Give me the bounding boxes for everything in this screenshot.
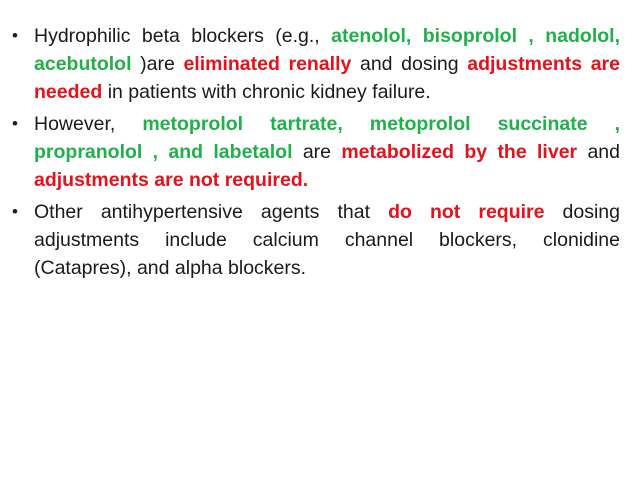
bullet-item-other-agents xyxy=(10,198,620,282)
text-span: dosing adjustments include calcium channel blockers, clonidine (Catapres), and alpha blockers. xyxy=(34,201,620,279)
bullet-item-renal xyxy=(10,22,620,106)
text-span: )are xyxy=(140,53,184,75)
text-span: Other antihypertensive agents that xyxy=(34,201,389,223)
highlight-red-metabolized: metabolized by the liver xyxy=(341,141,578,163)
bullet-dot-icon: • xyxy=(12,202,18,221)
text-span: are xyxy=(292,141,342,163)
bullet-dot-icon: • xyxy=(12,114,18,133)
highlight-red-not-required: adjustments are not required. xyxy=(34,169,309,191)
highlight-red-eliminated: eliminated renally xyxy=(183,53,352,75)
bullet-dot-icon: • xyxy=(12,26,18,45)
highlight-green-drugs: atenolol, bisoprolol , nadolol, acebutolol xyxy=(34,25,620,75)
text-span: in patients with chronic kidney failure. xyxy=(102,81,431,103)
text-span: and dosing xyxy=(351,53,468,75)
bullet-item-hepatic xyxy=(10,110,620,194)
bullet-list xyxy=(10,22,620,286)
highlight-red-adjustments: adjustments are needed xyxy=(34,53,620,103)
text-span: and xyxy=(577,141,621,163)
highlight-green-drugs: metoprolol tartrate, metoprolol succinate , propranolol , and labetalol xyxy=(34,113,621,163)
highlight-red-do-not-require: do not require xyxy=(388,201,545,223)
text-span: However, xyxy=(34,113,143,135)
text-span: Hydrophilic beta blockers (e.g., xyxy=(34,25,332,47)
